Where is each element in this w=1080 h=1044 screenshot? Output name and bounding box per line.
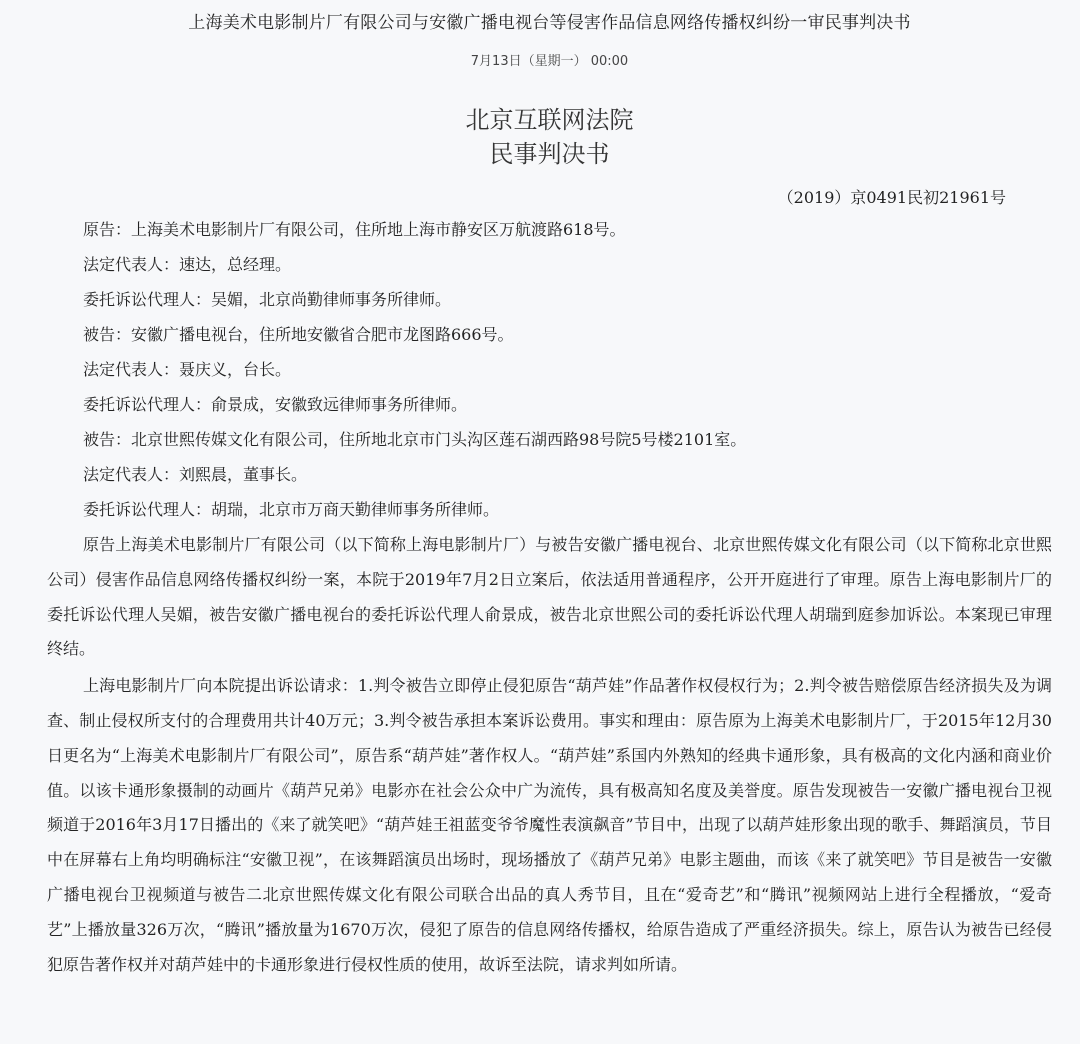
case-background-paragraph: 原告上海美术电影制片厂有限公司（以下简称上海电影制片厂）与被告安徽广播电视台、北京世熙传媒文化有限公司（以下简称北京世熙公司）侵害作品信息网络传播权纠纷一案，本院于2019年7月2日立案后，依法适用普通程序，公开开庭进行了审理。原告上海电影制片厂的委托诉讼代理人吴媚，被告安徽广播电视台的委托诉讼代理人俞景成，被告北京世熙公司的委托诉讼代理人胡瑞到庭参加诉讼。本案现已审理终结。 [47, 535, 1052, 659]
party-list [47, 218, 1052, 522]
publish-date: 7月13日（星期一） 00:00 [470, 54, 629, 69]
party-line: 法定代表人：聂庆义，台长。 [83, 360, 292, 379]
plaintiff-claims-paragraph: 上海电影制片厂向本院提出诉讼请求：1.判令被告立即停止侵犯原告“葫芦娃”作品著作权侵权行为；2.判令被告赔偿原告经济损失及为调查、制止侵权所支付的合理费用共计40万元；3.判令被告承担本案诉讼费用。事实和理由：原告原为上海美术电影制片厂，于2015年12月30日更名为“上海美术电影制片厂有限公司”，原告系“葫芦娃”著作权人。“葫芦娃”系国内外熟知的经典卡通形象，具有极高的文化内涵和商业价值。以该卡通形象摄制的动画片《葫芦兄弟》电影亦在社会公众中广为流传，具有极高知名度及美誉度。原告发现被告一安徽广播电视台卫视频道于2016年3月17日播出的《来了就笑吧》“葫芦娃王祖蓝变爷爷魔性表演飙音”节目中，出现了以葫芦娃形象出现的歌手、舞蹈演员，节目中在屏幕右上角均明确标注“安徽卫视”，在该舞蹈演员出场时，现场播放了《葫芦兄弟》电影主题曲，而该《来了就笑吧》节目是被告一安徽广播电视台卫视频道与被告二北京世熙传媒文化有限公司联合出品的真人秀节目，且在“爱奇艺”和“腾讯”视频网站上进行全程播放，“爱奇艺”上播放量326万次，“腾讯”播放量为1670万次，侵犯了原告的信息网络传播权，给原告造成了严重经济损失。综上，原告认为被告已经侵犯原告著作权并对葫芦娃中的卡通形象进行侵权性质的使用，故诉至法院，请求判如所请。 [47, 676, 1052, 974]
article-title: 上海美术电影制片厂有限公司与安徽广播电视台等侵害作品信息网络传播权纠纷一审民事判决书 [188, 13, 911, 33]
document-type: 民事判决书 [489, 140, 610, 168]
party-line: 委托诉讼代理人：俞景成，安徽致远律师事务所律师。 [83, 395, 468, 414]
party-line: 法定代表人：速达，总经理。 [83, 255, 292, 274]
party-line: 委托诉讼代理人：吴媚，北京尚勤律师事务所律师。 [83, 290, 452, 309]
party-line: 法定代表人：刘熙晨，董事长。 [83, 465, 308, 484]
party-line: 被告：北京世熙传媒文化有限公司，住所地北京市门头沟区莲石湖西路98号院5号楼2101室。 [83, 430, 747, 449]
case-number: （2019）京0491民初21961号 [777, 188, 1006, 207]
party-line: 委托诉讼代理人：胡瑞，北京市万商天勤律师事务所律师。 [83, 500, 500, 519]
party-line: 原告：上海美术电影制片厂有限公司，住所地上海市静安区万航渡路618号。 [83, 220, 626, 239]
party-line: 被告：安徽广播电视台，住所地安徽省合肥市龙图路666号。 [83, 325, 514, 344]
court-name: 北京互联网法院 [465, 106, 634, 134]
